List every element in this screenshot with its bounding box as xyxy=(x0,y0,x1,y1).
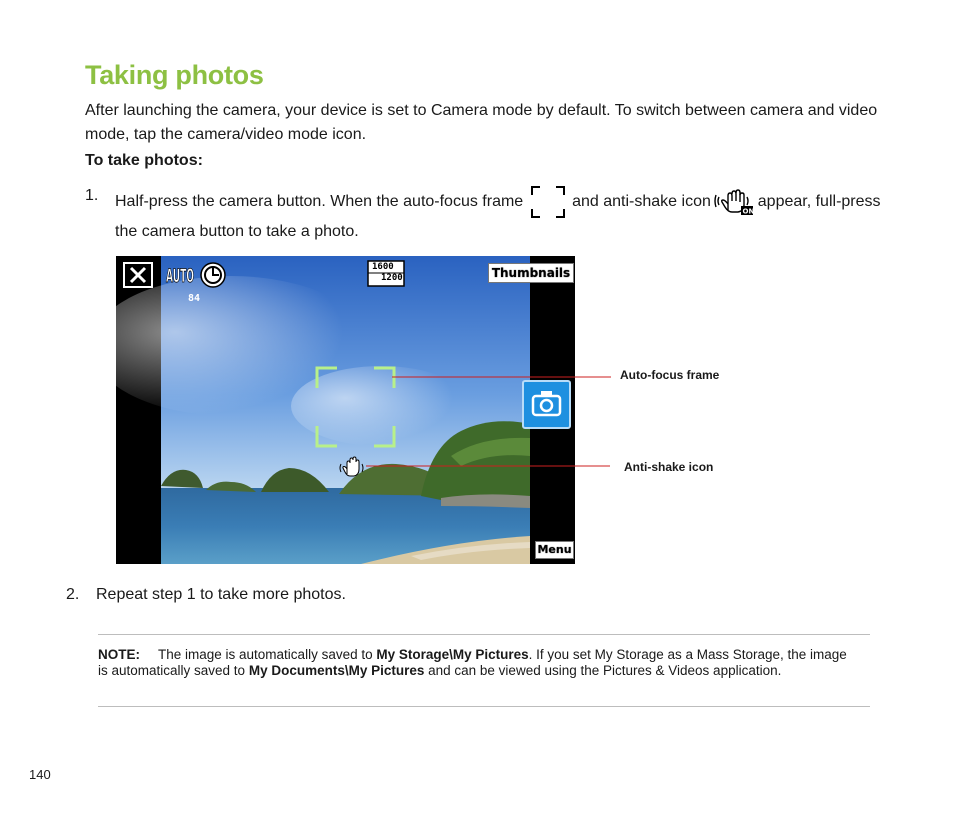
resolution-height: 1200 xyxy=(381,273,403,283)
camera-overlay xyxy=(116,256,575,564)
note-text-2: . If you set My Storage as a Mass Storage, the image is automatically saved to xyxy=(98,647,847,678)
note-path-1: My Storage\My Pictures xyxy=(376,647,529,662)
step-1-text xyxy=(115,184,885,244)
section-subheading: To take photos: xyxy=(85,152,203,169)
note-text xyxy=(98,647,858,679)
auto-focus-frame-icon xyxy=(528,184,568,220)
timer-icon[interactable] xyxy=(201,263,225,287)
intro-paragraph: After launching the camera, your device is set to Camera mode by default. To switch between camera and video mode, tap the camera/video mode icon. xyxy=(85,102,878,143)
thumbnails-button[interactable]: Thumbnails xyxy=(488,263,574,283)
note-text-3: and can be viewed using the Pictures & Videos application. xyxy=(424,663,782,678)
resolution-width: 1600 xyxy=(372,262,394,272)
menu-button[interactable]: Menu xyxy=(535,541,574,559)
note-box xyxy=(98,634,870,707)
note-text-1: The image is automatically saved to xyxy=(158,647,377,662)
callout-anti-shake-icon: Anti-shake icon xyxy=(624,460,714,474)
step-1-text-part3: appear, full-press the camera button to take a photo. xyxy=(115,193,881,240)
note-label: NOTE: xyxy=(98,647,140,662)
step-1-text-part2: and anti-shake icon xyxy=(572,193,711,211)
step-1-text-part1: Half-press the camera button. When the auto-focus frame xyxy=(115,193,524,211)
callout-auto-focus-frame: Auto-focus frame xyxy=(620,368,720,382)
camera-mode-icon[interactable] xyxy=(523,381,570,428)
step-1-number: 1. xyxy=(85,187,99,204)
svg-text:AUTO: AUTO xyxy=(166,265,194,287)
step-2-text: Repeat step 1 to take more photos. xyxy=(96,586,346,603)
step-2-number: 2. xyxy=(66,586,80,603)
page-number: 140 xyxy=(29,767,51,782)
camera-screen xyxy=(116,256,575,564)
svg-text:ON: ON xyxy=(742,207,755,216)
page-title: Taking photos xyxy=(85,60,264,90)
shots-remaining: 84 xyxy=(188,293,201,304)
close-icon[interactable] xyxy=(124,263,152,287)
note-path-2: My Documents\My Pictures xyxy=(248,663,425,678)
anti-shake-icon xyxy=(715,188,753,216)
auto-mode-icon[interactable] xyxy=(166,265,194,287)
